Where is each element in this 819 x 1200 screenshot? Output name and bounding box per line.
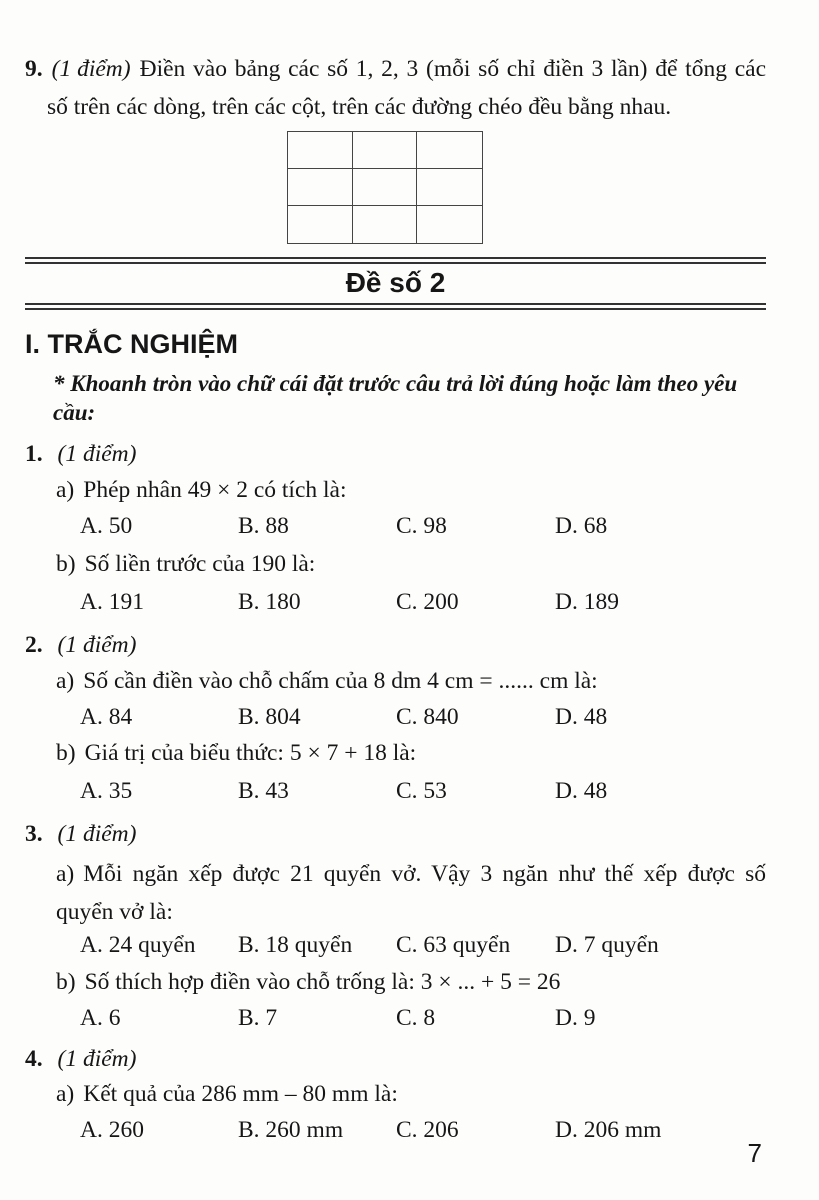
part-text: Số liền trước của 190 là: [84, 551, 316, 577]
part-line-2: quyển vở là: [56, 899, 173, 925]
question-part [25, 738, 766, 768]
question-part [25, 475, 766, 505]
part-label: a) [56, 861, 75, 887]
option-c: C. 8 [396, 1005, 436, 1031]
option-c: C. 840 [396, 704, 459, 730]
option-c: C. 200 [396, 589, 459, 615]
magic-square-cell [353, 132, 418, 169]
question-points: (1 điểm) [57, 821, 137, 847]
part-text: Mỗi ngăn xếp được 21 quyển vở. Vậy 3 ngăn như thế xếp được số [83, 861, 766, 887]
options-row [25, 512, 766, 540]
question-head [25, 439, 766, 469]
section-instruction: * Khoanh tròn vào chữ cái đặt trước câu trả lời đúng hoặc làm theo yêu cầu: [53, 371, 738, 425]
question-2 [25, 630, 766, 805]
option-d: D. 7 quyển [555, 932, 659, 958]
question-9 [25, 50, 766, 126]
question-number: 4. [25, 1046, 43, 1072]
question-number: 3. [25, 821, 43, 847]
option-b: B. 43 [238, 778, 289, 804]
question-part [25, 967, 766, 997]
part-label: a) [56, 477, 75, 503]
part-label: b) [56, 551, 76, 577]
option-a: A. 260 [80, 1117, 144, 1143]
magic-square-cell [288, 206, 353, 243]
part-text: Số cần điền vào chỗ chấm của 8 dm 4 cm = ...... cm là: [83, 668, 598, 694]
part-text: Phép nhân 49 × 2 có tích là: [83, 477, 347, 503]
options-row [25, 703, 766, 731]
option-b: B. 18 quyển [238, 932, 353, 958]
question-9-line-2: số trên các dòng, trên các cột, trên các đường chéo đều bằng nhau. [47, 94, 672, 120]
magic-square-cell [417, 169, 482, 206]
double-rule-top [25, 257, 766, 264]
options-row [25, 1116, 766, 1144]
question-head [25, 630, 766, 660]
option-d: D. 189 [555, 589, 619, 615]
test-title: Đề số 2 [345, 267, 446, 298]
part-text: Kết quả của 286 mm – 80 mm là: [83, 1081, 398, 1107]
magic-square-cell [417, 206, 482, 243]
options-row [25, 588, 766, 616]
magic-square-cell [288, 132, 353, 169]
question-number: 2. [25, 632, 43, 658]
magic-square-cell [417, 132, 482, 169]
option-c: C. 63 quyển [396, 932, 511, 958]
options-row [25, 777, 766, 805]
option-b: B. 88 [238, 513, 289, 539]
magic-square-cell [353, 169, 418, 206]
question-3 [25, 819, 766, 1032]
question-1 [25, 439, 766, 616]
option-c: C. 206 [396, 1117, 459, 1143]
page-number: 7 [747, 1138, 762, 1168]
magic-square-cell [288, 169, 353, 206]
part-label: b) [56, 740, 76, 766]
option-d: D. 48 [555, 778, 608, 804]
options-row [25, 1004, 766, 1032]
option-a: A. 6 [80, 1005, 121, 1031]
question-head [25, 1044, 766, 1074]
question-points: (1 điểm) [57, 632, 137, 658]
option-d: D. 68 [555, 513, 608, 539]
option-c: C. 53 [396, 778, 447, 804]
option-a: A. 84 [80, 704, 133, 730]
question-4 [25, 1044, 766, 1144]
magic-square-grid [287, 131, 483, 244]
part-label: a) [56, 668, 75, 694]
part-line-1 [56, 855, 766, 893]
question-part [25, 1079, 766, 1109]
option-b: B. 260 mm [238, 1117, 344, 1143]
magic-square-cell [353, 206, 418, 243]
part-label: b) [56, 969, 76, 995]
question-points: (1 điểm) [51, 56, 131, 82]
option-a: A. 50 [80, 513, 133, 539]
option-b: B. 804 [238, 704, 301, 730]
option-d: D. 206 mm [555, 1117, 662, 1143]
page-content [25, 0, 766, 1144]
question-part [25, 549, 766, 579]
question-part [25, 855, 766, 893]
option-c: C. 98 [396, 513, 447, 539]
option-b: B. 180 [238, 589, 301, 615]
question-number: 9. [25, 56, 43, 82]
option-d: D. 48 [555, 704, 608, 730]
question-part [25, 666, 766, 696]
double-rule-bottom [25, 303, 766, 310]
question-text: Điền vào bảng các số 1, 2, 3 (mỗi số chỉ điền 3 lần) để tổng các [139, 56, 766, 82]
option-a: A. 191 [80, 589, 144, 615]
option-a: A. 35 [80, 778, 133, 804]
question-head [25, 819, 766, 849]
question-number: 1. [25, 441, 43, 467]
part-text: Số thích hợp điền vào chỗ trống là: 3 × ... + 5 = 26 [84, 969, 561, 995]
option-b: B. 7 [238, 1005, 278, 1031]
question-9-line-1 [25, 50, 766, 88]
option-a: A. 24 quyển [80, 932, 196, 958]
options-row [25, 931, 766, 959]
question-points: (1 điểm) [57, 1046, 137, 1072]
section-title: I. TRẮC NGHIỆM [25, 329, 238, 359]
option-d: D. 9 [555, 1005, 596, 1031]
question-points: (1 điểm) [57, 441, 137, 467]
part-text: Giá trị của biểu thức: 5 × 7 + 18 là: [84, 740, 417, 766]
part-label: a) [56, 1081, 75, 1107]
